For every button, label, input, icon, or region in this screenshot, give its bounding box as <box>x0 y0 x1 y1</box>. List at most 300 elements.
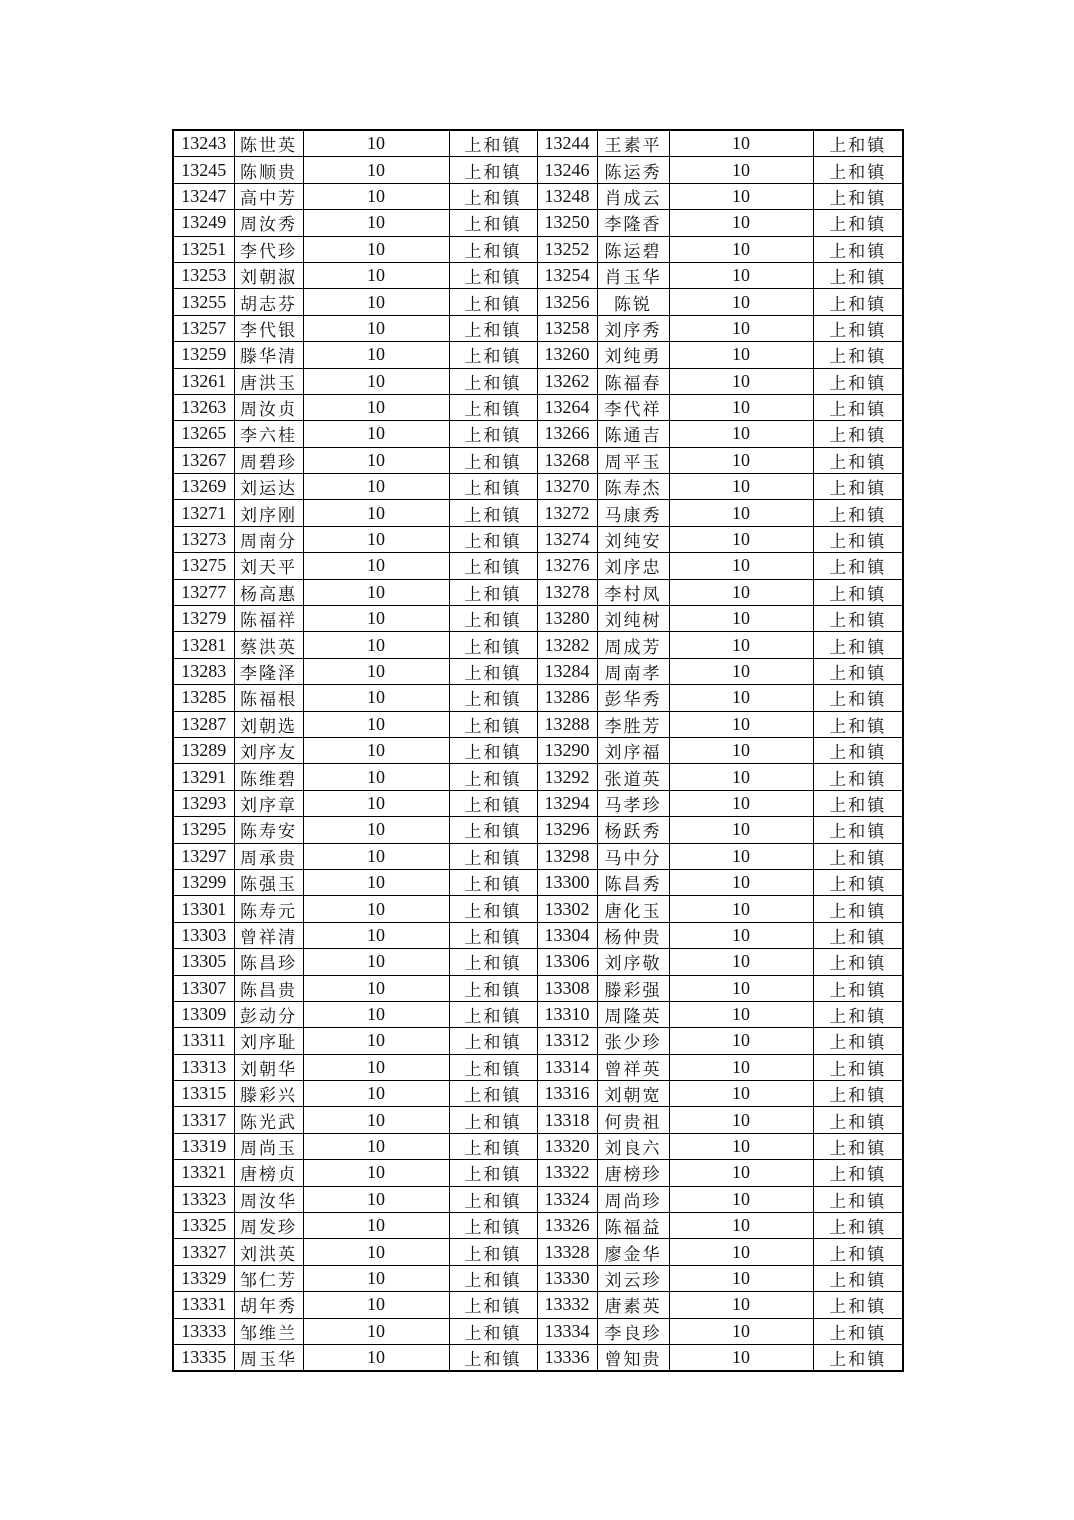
left-amount-cell: 10 <box>303 632 449 658</box>
left-record-number-cell: 13283 <box>173 658 234 684</box>
left-town-name-cell: 上和镇 <box>449 922 537 948</box>
left-person-name-cell: 胡志芬 <box>234 289 303 315</box>
left-person-name-cell: 陈寿安 <box>234 817 303 843</box>
left-person-name-cell: 周汝华 <box>234 1186 303 1212</box>
right-record-number-cell: 13306 <box>537 949 597 975</box>
left-person-name-cell: 陈福祥 <box>234 606 303 632</box>
right-record-number-cell: 13264 <box>537 394 597 420</box>
right-amount-cell: 10 <box>669 421 813 447</box>
right-record-number-cell: 13274 <box>537 526 597 552</box>
left-record-number-cell: 13331 <box>173 1292 234 1318</box>
right-amount-cell: 10 <box>669 1265 813 1291</box>
left-amount-cell: 10 <box>303 1133 449 1159</box>
table-row <box>173 579 903 605</box>
right-person-name-cell: 刘纯安 <box>597 526 669 552</box>
table-row <box>173 183 903 209</box>
right-record-number-cell: 13288 <box>537 711 597 737</box>
right-amount-cell: 10 <box>669 210 813 236</box>
table-row <box>173 737 903 763</box>
left-record-number-cell: 13263 <box>173 394 234 420</box>
left-record-number-cell: 13317 <box>173 1107 234 1133</box>
right-town-name-cell: 上和镇 <box>813 1344 903 1371</box>
right-town-name-cell: 上和镇 <box>813 1107 903 1133</box>
left-town-name-cell: 上和镇 <box>449 1028 537 1054</box>
left-record-number-cell: 13315 <box>173 1081 234 1107</box>
left-record-number-cell: 13265 <box>173 421 234 447</box>
right-amount-cell: 10 <box>669 579 813 605</box>
left-record-number-cell: 13303 <box>173 922 234 948</box>
right-person-name-cell: 肖玉华 <box>597 262 669 288</box>
table-row <box>173 447 903 473</box>
left-person-name-cell: 周南分 <box>234 526 303 552</box>
right-town-name-cell: 上和镇 <box>813 210 903 236</box>
left-person-name-cell: 周汝秀 <box>234 210 303 236</box>
left-person-name-cell: 曾祥清 <box>234 922 303 948</box>
left-town-name-cell: 上和镇 <box>449 1001 537 1027</box>
right-record-number-cell: 13254 <box>537 262 597 288</box>
right-record-number-cell: 13262 <box>537 368 597 394</box>
right-amount-cell: 10 <box>669 1344 813 1371</box>
left-person-name-cell: 彭动分 <box>234 1001 303 1027</box>
left-town-name-cell: 上和镇 <box>449 553 537 579</box>
right-person-name-cell: 廖金华 <box>597 1239 669 1265</box>
table-row <box>173 1054 903 1080</box>
left-record-number-cell: 13251 <box>173 236 234 262</box>
table-row <box>173 262 903 288</box>
right-town-name-cell: 上和镇 <box>813 394 903 420</box>
right-record-number-cell: 13304 <box>537 922 597 948</box>
left-record-number-cell: 13277 <box>173 579 234 605</box>
left-amount-cell: 10 <box>303 553 449 579</box>
right-person-name-cell: 马孝珍 <box>597 790 669 816</box>
right-record-number-cell: 13278 <box>537 579 597 605</box>
right-record-number-cell: 13280 <box>537 606 597 632</box>
left-amount-cell: 10 <box>303 1213 449 1239</box>
table-row <box>173 368 903 394</box>
right-amount-cell: 10 <box>669 1028 813 1054</box>
right-record-number-cell: 13336 <box>537 1344 597 1371</box>
right-person-name-cell: 曾知贵 <box>597 1344 669 1371</box>
right-person-name-cell: 曾祥英 <box>597 1054 669 1080</box>
left-record-number-cell: 13257 <box>173 315 234 341</box>
left-record-number-cell: 13249 <box>173 210 234 236</box>
left-town-name-cell: 上和镇 <box>449 342 537 368</box>
table-row <box>173 526 903 552</box>
left-record-number-cell: 13261 <box>173 368 234 394</box>
right-amount-cell: 10 <box>669 447 813 473</box>
left-record-number-cell: 13293 <box>173 790 234 816</box>
table-row <box>173 817 903 843</box>
right-town-name-cell: 上和镇 <box>813 1133 903 1159</box>
right-amount-cell: 10 <box>669 1160 813 1186</box>
left-record-number-cell: 13289 <box>173 737 234 763</box>
right-person-name-cell: 杨仲贵 <box>597 922 669 948</box>
right-person-name-cell: 刘序敬 <box>597 949 669 975</box>
right-record-number-cell: 13290 <box>537 737 597 763</box>
left-person-name-cell: 陈顺贵 <box>234 157 303 183</box>
left-record-number-cell: 13297 <box>173 843 234 869</box>
left-record-number-cell: 13253 <box>173 262 234 288</box>
right-town-name-cell: 上和镇 <box>813 1081 903 1107</box>
right-person-name-cell: 唐化玉 <box>597 896 669 922</box>
left-record-number-cell: 13295 <box>173 817 234 843</box>
left-record-number-cell: 13275 <box>173 553 234 579</box>
table-row <box>173 1081 903 1107</box>
right-town-name-cell: 上和镇 <box>813 421 903 447</box>
right-amount-cell: 10 <box>669 922 813 948</box>
left-record-number-cell: 13269 <box>173 474 234 500</box>
left-amount-cell: 10 <box>303 183 449 209</box>
roster-table <box>172 129 904 1372</box>
right-amount-cell: 10 <box>669 526 813 552</box>
right-record-number-cell: 13298 <box>537 843 597 869</box>
right-record-number-cell: 13322 <box>537 1160 597 1186</box>
right-record-number-cell: 13252 <box>537 236 597 262</box>
left-town-name-cell: 上和镇 <box>449 183 537 209</box>
right-amount-cell: 10 <box>669 474 813 500</box>
table-row <box>173 553 903 579</box>
table-row <box>173 1239 903 1265</box>
right-town-name-cell: 上和镇 <box>813 975 903 1001</box>
right-amount-cell: 10 <box>669 342 813 368</box>
left-person-name-cell: 陈维碧 <box>234 764 303 790</box>
right-town-name-cell: 上和镇 <box>813 1186 903 1212</box>
right-person-name-cell: 马康秀 <box>597 500 669 526</box>
left-amount-cell: 10 <box>303 447 449 473</box>
right-record-number-cell: 13286 <box>537 685 597 711</box>
left-record-number-cell: 13299 <box>173 869 234 895</box>
right-person-name-cell: 陈昌秀 <box>597 869 669 895</box>
right-person-name-cell: 陈福春 <box>597 368 669 394</box>
right-person-name-cell: 刘纯树 <box>597 606 669 632</box>
left-record-number-cell: 13305 <box>173 949 234 975</box>
left-record-number-cell: 13259 <box>173 342 234 368</box>
left-amount-cell: 10 <box>303 421 449 447</box>
roster-body <box>173 130 903 1371</box>
right-town-name-cell: 上和镇 <box>813 289 903 315</box>
table-row <box>173 922 903 948</box>
right-town-name-cell: 上和镇 <box>813 817 903 843</box>
right-town-name-cell: 上和镇 <box>813 896 903 922</box>
left-record-number-cell: 13243 <box>173 130 234 157</box>
right-person-name-cell: 刘朝宽 <box>597 1081 669 1107</box>
left-amount-cell: 10 <box>303 790 449 816</box>
table-row <box>173 1160 903 1186</box>
right-person-name-cell: 周隆英 <box>597 1001 669 1027</box>
table-row <box>173 394 903 420</box>
right-amount-cell: 10 <box>669 869 813 895</box>
right-amount-cell: 10 <box>669 896 813 922</box>
left-person-name-cell: 蔡洪英 <box>234 632 303 658</box>
right-town-name-cell: 上和镇 <box>813 658 903 684</box>
right-person-name-cell: 李村凤 <box>597 579 669 605</box>
right-town-name-cell: 上和镇 <box>813 262 903 288</box>
right-town-name-cell: 上和镇 <box>813 1292 903 1318</box>
right-town-name-cell: 上和镇 <box>813 1028 903 1054</box>
left-amount-cell: 10 <box>303 526 449 552</box>
right-town-name-cell: 上和镇 <box>813 1213 903 1239</box>
right-amount-cell: 10 <box>669 817 813 843</box>
table-row <box>173 685 903 711</box>
left-person-name-cell: 邹维兰 <box>234 1318 303 1344</box>
right-person-name-cell: 陈寿杰 <box>597 474 669 500</box>
table-row <box>173 606 903 632</box>
right-record-number-cell: 13308 <box>537 975 597 1001</box>
table-row <box>173 157 903 183</box>
right-town-name-cell: 上和镇 <box>813 1239 903 1265</box>
left-town-name-cell: 上和镇 <box>449 790 537 816</box>
table-row <box>173 1318 903 1344</box>
right-record-number-cell: 13296 <box>537 817 597 843</box>
left-amount-cell: 10 <box>303 289 449 315</box>
table-row <box>173 474 903 500</box>
left-person-name-cell: 刘序章 <box>234 790 303 816</box>
left-person-name-cell: 高中芳 <box>234 183 303 209</box>
left-town-name-cell: 上和镇 <box>449 764 537 790</box>
left-town-name-cell: 上和镇 <box>449 1133 537 1159</box>
left-amount-cell: 10 <box>303 817 449 843</box>
right-amount-cell: 10 <box>669 658 813 684</box>
left-amount-cell: 10 <box>303 1028 449 1054</box>
left-person-name-cell: 刘朝选 <box>234 711 303 737</box>
left-amount-cell: 10 <box>303 1001 449 1027</box>
right-town-name-cell: 上和镇 <box>813 368 903 394</box>
right-record-number-cell: 13272 <box>537 500 597 526</box>
right-record-number-cell: 13284 <box>537 658 597 684</box>
right-record-number-cell: 13266 <box>537 421 597 447</box>
left-person-name-cell: 唐洪玉 <box>234 368 303 394</box>
right-person-name-cell: 唐榜珍 <box>597 1160 669 1186</box>
right-town-name-cell: 上和镇 <box>813 315 903 341</box>
left-amount-cell: 10 <box>303 315 449 341</box>
left-amount-cell: 10 <box>303 1160 449 1186</box>
right-amount-cell: 10 <box>669 1081 813 1107</box>
right-town-name-cell: 上和镇 <box>813 606 903 632</box>
left-amount-cell: 10 <box>303 157 449 183</box>
left-amount-cell: 10 <box>303 737 449 763</box>
right-town-name-cell: 上和镇 <box>813 157 903 183</box>
left-amount-cell: 10 <box>303 1344 449 1371</box>
table-row <box>173 342 903 368</box>
table-row <box>173 975 903 1001</box>
right-town-name-cell: 上和镇 <box>813 553 903 579</box>
right-record-number-cell: 13312 <box>537 1028 597 1054</box>
left-person-name-cell: 李六桂 <box>234 421 303 447</box>
right-town-name-cell: 上和镇 <box>813 236 903 262</box>
left-town-name-cell: 上和镇 <box>449 130 537 157</box>
right-person-name-cell: 何贵祖 <box>597 1107 669 1133</box>
right-town-name-cell: 上和镇 <box>813 1001 903 1027</box>
right-record-number-cell: 13324 <box>537 1186 597 1212</box>
left-person-name-cell: 陈寿元 <box>234 896 303 922</box>
right-record-number-cell: 13244 <box>537 130 597 157</box>
right-town-name-cell: 上和镇 <box>813 447 903 473</box>
table-row <box>173 421 903 447</box>
right-person-name-cell: 周平玉 <box>597 447 669 473</box>
table-row <box>173 1265 903 1291</box>
right-person-name-cell: 马中分 <box>597 843 669 869</box>
right-person-name-cell: 肖成云 <box>597 183 669 209</box>
left-town-name-cell: 上和镇 <box>449 1054 537 1080</box>
table-row <box>173 130 903 157</box>
left-amount-cell: 10 <box>303 130 449 157</box>
left-amount-cell: 10 <box>303 922 449 948</box>
table-row <box>173 843 903 869</box>
left-town-name-cell: 上和镇 <box>449 289 537 315</box>
right-record-number-cell: 13334 <box>537 1318 597 1344</box>
right-amount-cell: 10 <box>669 711 813 737</box>
table-row <box>173 1186 903 1212</box>
left-amount-cell: 10 <box>303 606 449 632</box>
left-town-name-cell: 上和镇 <box>449 737 537 763</box>
left-amount-cell: 10 <box>303 711 449 737</box>
left-person-name-cell: 李代银 <box>234 315 303 341</box>
left-town-name-cell: 上和镇 <box>449 394 537 420</box>
left-amount-cell: 10 <box>303 949 449 975</box>
left-town-name-cell: 上和镇 <box>449 474 537 500</box>
left-amount-cell: 10 <box>303 368 449 394</box>
right-person-name-cell: 李良珍 <box>597 1318 669 1344</box>
right-amount-cell: 10 <box>669 1239 813 1265</box>
left-town-name-cell: 上和镇 <box>449 447 537 473</box>
right-town-name-cell: 上和镇 <box>813 632 903 658</box>
left-record-number-cell: 13267 <box>173 447 234 473</box>
right-person-name-cell: 陈运碧 <box>597 236 669 262</box>
left-person-name-cell: 刘朝华 <box>234 1054 303 1080</box>
left-town-name-cell: 上和镇 <box>449 500 537 526</box>
left-amount-cell: 10 <box>303 1107 449 1133</box>
right-town-name-cell: 上和镇 <box>813 579 903 605</box>
right-record-number-cell: 13332 <box>537 1292 597 1318</box>
left-person-name-cell: 滕华清 <box>234 342 303 368</box>
right-town-name-cell: 上和镇 <box>813 764 903 790</box>
right-record-number-cell: 13294 <box>537 790 597 816</box>
left-amount-cell: 10 <box>303 1081 449 1107</box>
left-person-name-cell: 邹仁芳 <box>234 1265 303 1291</box>
left-record-number-cell: 13255 <box>173 289 234 315</box>
left-record-number-cell: 13307 <box>173 975 234 1001</box>
right-town-name-cell: 上和镇 <box>813 737 903 763</box>
left-town-name-cell: 上和镇 <box>449 1107 537 1133</box>
right-amount-cell: 10 <box>669 737 813 763</box>
right-person-name-cell: 滕彩强 <box>597 975 669 1001</box>
right-amount-cell: 10 <box>669 685 813 711</box>
right-town-name-cell: 上和镇 <box>813 949 903 975</box>
right-amount-cell: 10 <box>669 632 813 658</box>
right-amount-cell: 10 <box>669 500 813 526</box>
left-record-number-cell: 13329 <box>173 1265 234 1291</box>
left-amount-cell: 10 <box>303 1186 449 1212</box>
right-town-name-cell: 上和镇 <box>813 130 903 157</box>
left-amount-cell: 10 <box>303 1318 449 1344</box>
right-person-name-cell: 周南孝 <box>597 658 669 684</box>
right-town-name-cell: 上和镇 <box>813 790 903 816</box>
right-person-name-cell: 刘序秀 <box>597 315 669 341</box>
right-record-number-cell: 13248 <box>537 183 597 209</box>
right-person-name-cell: 唐素英 <box>597 1292 669 1318</box>
right-person-name-cell: 周成芳 <box>597 632 669 658</box>
right-person-name-cell: 张道英 <box>597 764 669 790</box>
left-town-name-cell: 上和镇 <box>449 368 537 394</box>
left-record-number-cell: 13333 <box>173 1318 234 1344</box>
left-amount-cell: 10 <box>303 394 449 420</box>
right-record-number-cell: 13300 <box>537 869 597 895</box>
right-amount-cell: 10 <box>669 1318 813 1344</box>
left-record-number-cell: 13327 <box>173 1239 234 1265</box>
left-amount-cell: 10 <box>303 1239 449 1265</box>
left-amount-cell: 10 <box>303 342 449 368</box>
right-amount-cell: 10 <box>669 790 813 816</box>
left-record-number-cell: 13325 <box>173 1213 234 1239</box>
right-amount-cell: 10 <box>669 1213 813 1239</box>
left-amount-cell: 10 <box>303 236 449 262</box>
left-town-name-cell: 上和镇 <box>449 711 537 737</box>
left-record-number-cell: 13279 <box>173 606 234 632</box>
right-amount-cell: 10 <box>669 157 813 183</box>
right-record-number-cell: 13256 <box>537 289 597 315</box>
right-amount-cell: 10 <box>669 368 813 394</box>
left-amount-cell: 10 <box>303 658 449 684</box>
right-amount-cell: 10 <box>669 1133 813 1159</box>
left-person-name-cell: 刘天平 <box>234 553 303 579</box>
left-person-name-cell: 刘序友 <box>234 737 303 763</box>
left-town-name-cell: 上和镇 <box>449 210 537 236</box>
right-town-name-cell: 上和镇 <box>813 1318 903 1344</box>
right-record-number-cell: 13282 <box>537 632 597 658</box>
left-town-name-cell: 上和镇 <box>449 157 537 183</box>
left-town-name-cell: 上和镇 <box>449 843 537 869</box>
right-record-number-cell: 13320 <box>537 1133 597 1159</box>
left-amount-cell: 10 <box>303 1265 449 1291</box>
right-record-number-cell: 13270 <box>537 474 597 500</box>
right-amount-cell: 10 <box>669 1186 813 1212</box>
left-town-name-cell: 上和镇 <box>449 869 537 895</box>
right-person-name-cell: 刘良六 <box>597 1133 669 1159</box>
left-person-name-cell: 胡年秀 <box>234 1292 303 1318</box>
right-person-name-cell: 刘序忠 <box>597 553 669 579</box>
right-town-name-cell: 上和镇 <box>813 183 903 209</box>
right-amount-cell: 10 <box>669 130 813 157</box>
table-row <box>173 658 903 684</box>
left-person-name-cell: 周承贵 <box>234 843 303 869</box>
right-town-name-cell: 上和镇 <box>813 685 903 711</box>
left-town-name-cell: 上和镇 <box>449 685 537 711</box>
right-record-number-cell: 13292 <box>537 764 597 790</box>
right-amount-cell: 10 <box>669 315 813 341</box>
left-person-name-cell: 刘序刚 <box>234 500 303 526</box>
left-town-name-cell: 上和镇 <box>449 632 537 658</box>
table-row <box>173 210 903 236</box>
left-person-name-cell: 刘运达 <box>234 474 303 500</box>
right-record-number-cell: 13260 <box>537 342 597 368</box>
right-person-name-cell: 周尚珍 <box>597 1186 669 1212</box>
right-person-name-cell: 张少珍 <box>597 1028 669 1054</box>
right-amount-cell: 10 <box>669 553 813 579</box>
left-amount-cell: 10 <box>303 869 449 895</box>
left-town-name-cell: 上和镇 <box>449 1239 537 1265</box>
right-amount-cell: 10 <box>669 1001 813 1027</box>
right-person-name-cell: 陈运秀 <box>597 157 669 183</box>
left-amount-cell: 10 <box>303 685 449 711</box>
right-town-name-cell: 上和镇 <box>813 342 903 368</box>
left-record-number-cell: 13287 <box>173 711 234 737</box>
right-town-name-cell: 上和镇 <box>813 1054 903 1080</box>
right-person-name-cell: 刘纯勇 <box>597 342 669 368</box>
right-amount-cell: 10 <box>669 236 813 262</box>
left-town-name-cell: 上和镇 <box>449 262 537 288</box>
right-person-name-cell: 李胜芳 <box>597 711 669 737</box>
left-person-name-cell: 周尚玉 <box>234 1133 303 1159</box>
